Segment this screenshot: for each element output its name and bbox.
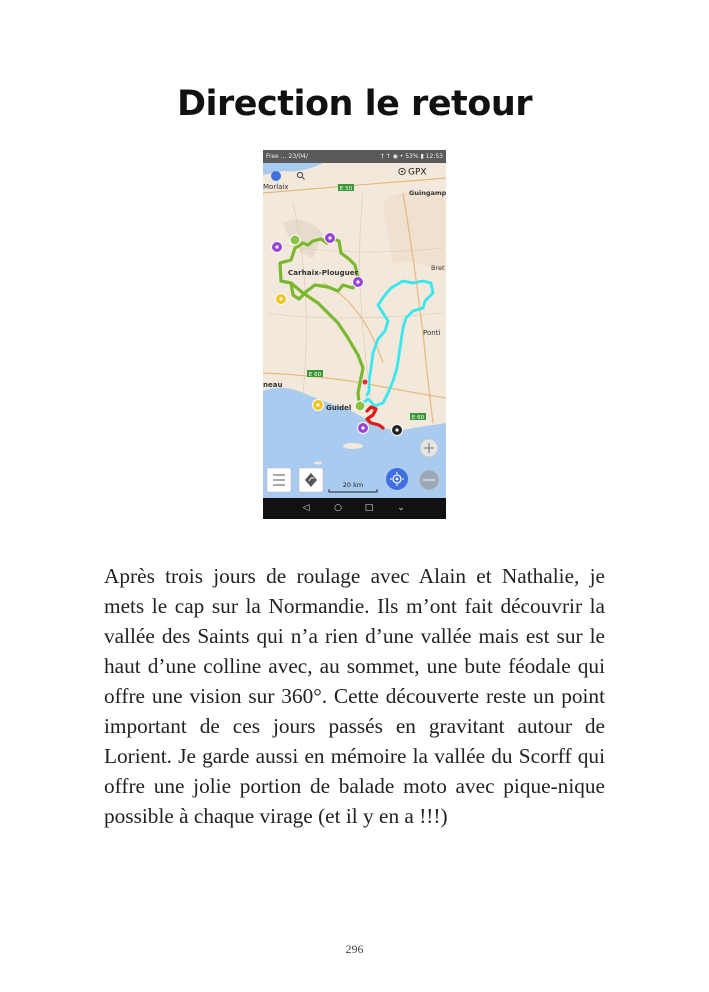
label-lorient: neau	[263, 381, 283, 389]
shield-e60-east: E 60	[411, 415, 425, 421]
label-bret: Bret	[431, 264, 445, 272]
zoom-out-button[interactable]	[419, 470, 439, 490]
page-number: 296	[345, 942, 364, 956]
android-nav-bar	[263, 498, 446, 519]
status-left: Free … 23/04/	[266, 153, 308, 160]
home-icon[interactable]: ○	[334, 503, 342, 513]
label-morlaix: Morlaix	[263, 183, 289, 191]
directions-button[interactable]	[299, 468, 323, 492]
map-island	[314, 462, 322, 465]
body-paragraph: Après trois jours de roulage avec Alain et Nathalie, je mets le cap sur la Normandie. Ils m’ont fait découvrir la vallée des Saints qui n’a rien d’une vallée mais est sur le haut d’une colline avec, au sommet, une bute féodale qui offre une vision sur 360°. Cette découverte reste un point important de ces jours passés en gravitant autour de Lorient. Je garde aussi en mémoire la vallée du Scorff qui offre une jolie portion de balade moto avec pique-nique possible à chaque virage (et il y en a !!!)	[104, 564, 605, 828]
label-carhaix: Carhaix-Plouguer	[288, 268, 359, 277]
layers-icon[interactable]	[271, 171, 281, 181]
route-map[interactable]	[263, 163, 446, 498]
locate-button[interactable]	[386, 468, 408, 490]
zoom-in-button[interactable]	[420, 439, 438, 457]
shield-e50: E 50	[339, 186, 353, 192]
label-guingamp: Guingamp	[409, 189, 446, 197]
map-island	[343, 443, 363, 449]
back-icon[interactable]: ◁	[302, 503, 310, 513]
shield-e60: E 60	[308, 372, 322, 378]
gpx-button[interactable]	[395, 165, 435, 178]
page-title: Direction le retour	[176, 84, 533, 124]
poi-marker[interactable]	[290, 235, 300, 245]
status-right: † ↑ ◉ • 53% ▮ 12:53	[380, 153, 443, 160]
poi-marker[interactable]	[362, 379, 368, 385]
label-guidel: Guidel	[326, 404, 352, 412]
phone-screenshot	[263, 150, 446, 519]
phone-status-bar	[263, 150, 446, 163]
label-pontivy: Ponti	[423, 329, 441, 337]
recents-icon[interactable]: □	[364, 503, 374, 513]
poi-marker[interactable]	[355, 401, 365, 411]
gpx-label: GPX	[408, 167, 427, 178]
menu-button[interactable]	[267, 468, 291, 492]
hide-nav-icon[interactable]: ⌄	[397, 503, 405, 513]
scale-label: 20 km	[342, 481, 364, 489]
